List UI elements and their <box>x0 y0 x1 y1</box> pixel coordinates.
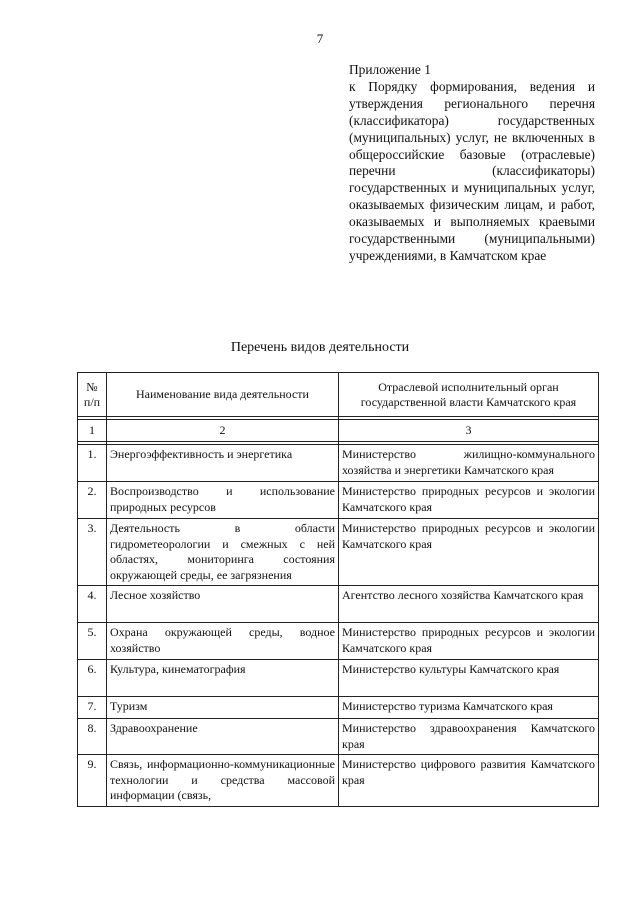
table-row <box>78 697 599 719</box>
table-row <box>78 586 599 623</box>
document-title: Перечень видов деятельности <box>230 340 410 355</box>
row-number: 1. <box>78 445 107 482</box>
header-authority: Отраслевой исполнительный орган государственной власти Камчатского края <box>339 373 599 417</box>
activity-name: Здравоохранение <box>107 719 339 755</box>
activity-name: Деятельность в области гидрометеорологии и смежных с ней областях, мониторинга состояния окружающей среды, ее загрязнения <box>107 519 339 586</box>
table-row <box>78 755 599 807</box>
activity-name: Энергоэффективность и энергетика <box>107 445 339 482</box>
column-number-row <box>78 420 599 442</box>
appendix-text: к Порядку формирования, ведения и утверждения регионального перечня (классификатора) государственных (муниципальных) услуг, не включенных в общероссийские базовые (отраслевые) перечни (классификаторы) государственных и муниципальных услуг, оказываемых физическим лицам, и работ, оказываемых и выполняемых краевыми государственными (муниципальными) учреждениями, в Камчатском крае <box>349 78 595 263</box>
table-row <box>78 482 599 519</box>
appendix-block <box>349 62 595 265</box>
row-number: 8. <box>78 719 107 755</box>
row-number: 5. <box>78 623 107 660</box>
appendix-title: Приложение 1 <box>349 62 431 77</box>
page-number: 7 <box>316 31 324 46</box>
activity-name: Культура, кинематография <box>107 660 339 697</box>
row-number: 3. <box>78 519 107 586</box>
row-number: 2. <box>78 482 107 519</box>
column-number: 3 <box>339 420 599 442</box>
authority-name: Министерство природных ресурсов и экологии Камчатского края <box>339 623 599 660</box>
authority-name: Министерство природных ресурсов и экологии Камчатского края <box>339 482 599 519</box>
activity-name: Охрана окружающей среды, водное хозяйство <box>107 623 339 660</box>
row-number: 9. <box>78 755 107 807</box>
authority-name: Министерство природных ресурсов и экологии Камчатского края <box>339 519 599 586</box>
activity-name: Воспроизводство и использование природных ресурсов <box>107 482 339 519</box>
authority-name: Министерство культуры Камчатского края <box>339 660 599 697</box>
authority-name: Министерство жилищно-коммунального хозяйства и энергетики Камчатского края <box>339 445 599 482</box>
table-row <box>78 719 599 755</box>
table-header-row <box>78 373 599 417</box>
authority-name: Агентство лесного хозяйства Камчатского края <box>339 586 599 623</box>
header-number: № п/п <box>78 373 107 417</box>
activity-name: Связь, информационно-коммуникационные технологии и средства массовой информации (связь, <box>107 755 339 807</box>
column-number: 1 <box>78 420 107 442</box>
table-row <box>78 445 599 482</box>
activities-table <box>77 372 599 807</box>
table-row <box>78 623 599 660</box>
authority-name: Министерство цифрового развития Камчатского края <box>339 755 599 807</box>
activity-name: Туризм <box>107 697 339 719</box>
row-number: 7. <box>78 697 107 719</box>
table-row <box>78 519 599 586</box>
authority-name: Министерство туризма Камчатского края <box>339 697 599 719</box>
row-number: 4. <box>78 586 107 623</box>
authority-name: Министерство здравоохранения Камчатского края <box>339 719 599 755</box>
activity-name: Лесное хозяйство <box>107 586 339 623</box>
header-activity: Наименование вида деятельности <box>107 373 339 417</box>
column-number: 2 <box>107 420 339 442</box>
row-number: 6. <box>78 660 107 697</box>
table-row <box>78 660 599 697</box>
